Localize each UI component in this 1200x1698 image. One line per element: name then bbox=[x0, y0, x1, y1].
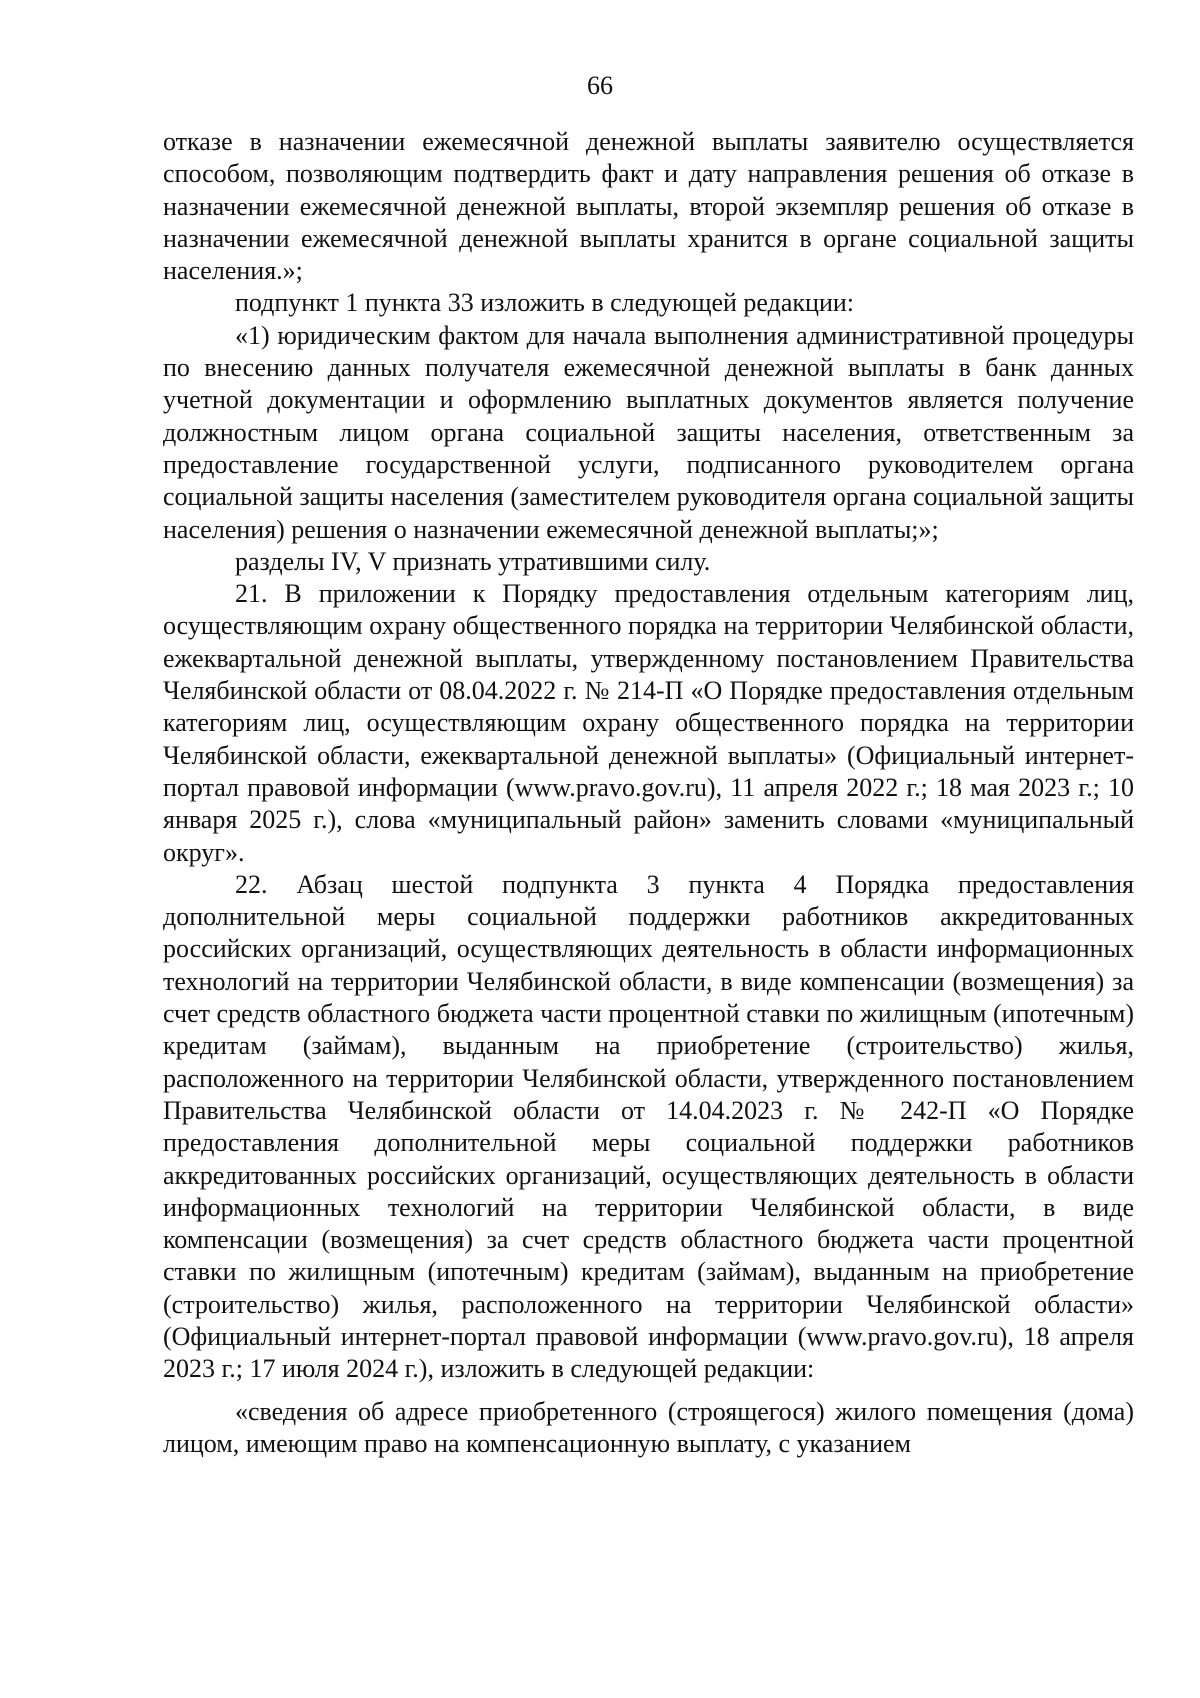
paragraph-sections-repeal: разделы IV, V признать утратившими силу. bbox=[235, 546, 711, 576]
page-number: 66 bbox=[587, 71, 613, 100]
paragraph-subpoint-text: «1) юридическим фактом для начала выполнения административной процедуры по внесению данных получателя ежемесячной денежной выплаты в банк данных учетной документации и оформлению выплатных документов является получение должностным лицом органа социальной защиты населения, ответственным за предоставление государственной услуги, подписанного руководителем органа социальной защиты населения (заместителем руководителя органа социальной защиты населения) решения о назначении ежемесячной денежной выплаты;»; bbox=[163, 320, 1134, 544]
paragraph-item-21: 21. В приложении к Порядку предоставления отдельным категориям лиц, осуществляющим охрану общественного порядка на территории Челябинской области, ежеквартальной денежной выплаты, утвержденному постановлением Правительства Челябинской области от 08.04.2022 г. № 214-П «О Порядке предоставления отдельным категориям лиц, осуществляющим охрану общественного порядка на территории Челябинской области, ежеквартальной денежной выплаты» (Официальный интернет-портал правовой информации (www.pravo.gov.ru), 11 апреля 2022 г.; 18 мая 2023 г.; 10 января 2025 г.), слова «муниципальный район» заменить словами «муниципальный округ». bbox=[163, 579, 1134, 867]
paragraph-new-wording: «сведения об адресе приобретенного (строящегося) жилого помещения (дома) лицом, имеющим право на компенсационную выплату, с указанием bbox=[163, 1396, 1134, 1458]
paragraph-item-22: 22. Абзац шестой подпункта 3 пункта 4 Порядка предоставления дополнительной меры социальной поддержки работников аккредитованных российских организаций, осуществляющих деятельность в области информационных технологий на территории Челябинской области, в виде компенсации (возмещения) за счет средств областного бюджета части процентной ставки по жилищным (ипотечным) кредитам (займам), выданным на приобретение (строительство) жилья, расположенного на территории Челябинской области, утвержденного постановлением Правительства Челябинской области от 14.04.2023 г. № 242-П «О Порядке предоставления дополнительной меры социальной поддержки работников аккредитованных российских организаций, осуществляющих деятельность в области информационных технологий на территории Челябинской области, в виде компенсации (возмещения) за счет средств областного бюджета части процентной ставки по жилищным (ипотечным) кредитам (займам), выданным на приобретение (строительство) жилья, расположенного на территории Челябинской области» (Официальный интернет-портал правовой информации (www.pravo.gov.ru), 18 апреля 2023 г.; 17 июля 2024 г.), изложить в следующей редакции: bbox=[163, 869, 1134, 1384]
document-body bbox=[163, 126, 1134, 1460]
paragraph-spacer bbox=[163, 1386, 1134, 1396]
paragraph-continuation: отказе в назначении ежемесячной денежной выплаты заявителю осуществляется способом, позволяющим подтвердить факт и дату направления решения об отказе в назначении ежемесячной денежной выплаты, второй экземпляр решения об отказе в назначении ежемесячной денежной выплаты хранится в органе социальной защиты населения.»; bbox=[163, 127, 1134, 286]
paragraph-subpoint-amendment: подпункт 1 пункта 33 изложить в следующей редакции: bbox=[235, 288, 854, 318]
